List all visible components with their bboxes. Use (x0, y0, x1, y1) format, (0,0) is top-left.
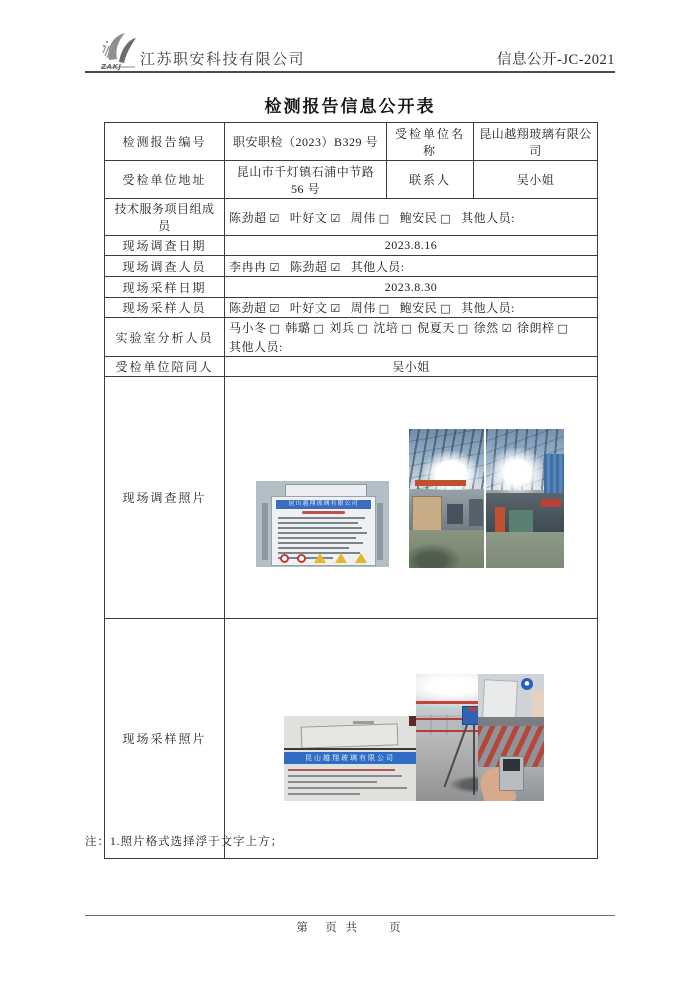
doc-code: 信息公开-JC-2021 (497, 52, 615, 68)
checkbox-unchecked-icon: □ (378, 302, 390, 315)
person-checkbox-item (229, 260, 280, 274)
blue-wall-panels (544, 454, 564, 496)
person-name: 陈劲超 (229, 301, 267, 315)
person-checkbox-item (351, 301, 390, 315)
person-checkbox-item (474, 321, 512, 335)
company-logo (95, 26, 141, 72)
company-banner: 昆山越翔玻璃有限公司 (284, 752, 416, 765)
lab-analysts-label: 实验室分析人员 (105, 318, 225, 357)
handheld-meter (499, 756, 524, 791)
person-checkbox-item (290, 211, 341, 225)
person-name: 周伟 (350, 210, 376, 225)
red-beam (541, 499, 561, 507)
prohibition-sign-icon (297, 554, 306, 563)
survey-photo-notice-board (256, 481, 389, 567)
checkbox-checked-icon: ☑ (501, 322, 512, 335)
factory-floor (486, 532, 564, 568)
unit-name-label: 受检单位名称 (387, 123, 474, 161)
person-name: 周伟 (350, 301, 376, 315)
table-row (105, 123, 598, 161)
checkbox-unchecked-icon: □ (557, 322, 569, 335)
checkbox-unchecked-icon: □ (457, 322, 469, 335)
prohibition-sign-icon (280, 554, 289, 563)
other-staff-label: 其他人员: (350, 259, 405, 274)
sampling-photos-cell (225, 619, 598, 859)
blue-mandatory-sign-icon (521, 678, 533, 690)
person-checkbox-item (285, 321, 324, 335)
disclosure-form-table (104, 122, 598, 859)
person-name: 倪夏天 (417, 321, 455, 335)
other-staff-label: 其他人员: (461, 301, 515, 315)
board-post (262, 503, 268, 560)
person-name: 鲍安民 (399, 210, 438, 225)
light-glare (423, 451, 479, 495)
footnote: 注：1.照片格式选择浮于文字上方； (85, 836, 284, 848)
report-no-label: 检测报告编号 (105, 123, 225, 161)
table-row (105, 377, 598, 619)
table-row (105, 277, 598, 298)
table-row (105, 619, 598, 859)
sampling-photo-company-sign (284, 716, 416, 801)
dark-corner-mark (409, 716, 416, 726)
person-name: 叶好文 (289, 301, 328, 315)
checkbox-unchecked-icon: □ (440, 302, 452, 315)
survey-date-label: 现场调查日期 (105, 236, 225, 256)
sampler-knob (469, 707, 477, 711)
person-name: 叶好文 (289, 210, 328, 225)
table-row (105, 357, 598, 377)
person-name: 陈劲超 (289, 259, 328, 274)
safety-signs-row (280, 553, 367, 563)
unit-address-label: 受检单位地址 (105, 161, 225, 199)
person-checkbox-item (229, 301, 280, 315)
checkbox-checked-icon: ☑ (330, 211, 341, 225)
table-row (105, 236, 598, 256)
checkbox-unchecked-icon: □ (401, 322, 413, 335)
checkbox-unchecked-icon: □ (440, 211, 452, 225)
contact-label: 联系人 (387, 161, 474, 199)
unit-name-value: 昆山越翔玻璃有限公司 (474, 123, 598, 161)
checkbox-checked-icon: ☑ (269, 302, 280, 315)
person-name: 刘兵 (329, 321, 355, 335)
table-row (105, 161, 598, 199)
table-row (105, 298, 598, 318)
person-checkbox-item (290, 301, 341, 315)
light-glare (490, 448, 545, 495)
survey-photos-label: 现场调查照片 (105, 377, 225, 619)
unit-address-value: 昆山市千灯镇石浦中节路 56 号 (225, 161, 387, 199)
machine-arm (532, 690, 544, 719)
person-name: 陈劲超 (229, 210, 267, 225)
machine (447, 504, 464, 523)
person-name: 徐朗梓 (517, 321, 555, 335)
person-checkbox-item (290, 260, 341, 274)
equipment-panel (482, 679, 518, 720)
escort-label: 受检单位陪同人 (105, 357, 225, 377)
checkbox-checked-icon: ☑ (330, 260, 341, 274)
report-no-value: 职安职检（2023）B329 号 (225, 123, 387, 161)
person-name: 韩璐 (285, 321, 311, 335)
project-team-members (225, 199, 598, 236)
person-name: 鲍安民 (399, 301, 438, 315)
header-rule (85, 71, 615, 73)
warning-triangle-icon (355, 553, 367, 563)
factory-floor (409, 530, 484, 568)
survey-staff-members (225, 256, 598, 277)
red-beam (416, 701, 483, 705)
table-row (105, 199, 598, 236)
notice-board-title: 昆山越翔玻璃有限公司 (276, 500, 372, 509)
person-name: 马小冬 (229, 321, 267, 335)
table-row (105, 256, 598, 277)
sampling-photo-equipment (478, 674, 544, 726)
glass-rack (509, 510, 532, 532)
survey-date-value: 2023.8.16 (225, 236, 598, 256)
notice-board-subtitle (302, 511, 346, 514)
logo-text: ZAKJ (101, 63, 122, 71)
page-title: 检测报告信息公开表 (264, 97, 436, 116)
survey-staff-label: 现场调查人员 (105, 256, 225, 277)
checkbox-checked-icon: ☑ (330, 302, 341, 315)
person-name: 沈培 (373, 321, 399, 335)
outlined-box (301, 723, 399, 748)
wooden-crate (412, 496, 442, 534)
survey-photos-cell (225, 377, 598, 619)
divider-line (284, 748, 416, 750)
warning-triangle-icon (314, 553, 326, 563)
footer-rule (85, 915, 615, 916)
person-checkbox-item (517, 321, 568, 335)
machine (469, 499, 483, 527)
sampling-photo-handheld-meter (478, 726, 544, 801)
sampling-photos-label: 现场采样照片 (105, 619, 225, 859)
survey-photo-workshop-left (409, 429, 484, 568)
sign-text-lines (288, 769, 412, 799)
sampling-date-label: 现场采样日期 (105, 277, 225, 298)
person-checkbox-item (329, 321, 368, 335)
person-checkbox-item (229, 211, 280, 225)
checkbox-unchecked-icon: □ (313, 322, 325, 335)
page-number-text: 第 页 共 页 (296, 922, 404, 934)
other-staff-label: 其他人员: (229, 340, 283, 354)
warning-triangle-icon (335, 553, 347, 563)
sampling-date-value: 2023.8.30 (225, 277, 598, 298)
sampling-staff-label: 现场采样人员 (105, 298, 225, 318)
notice-board (271, 496, 377, 567)
checkbox-unchecked-icon: □ (357, 322, 369, 335)
person-name: 徐然 (473, 321, 499, 335)
board-post (377, 503, 383, 560)
person-checkbox-item (400, 211, 451, 225)
escort-value: 吴小姐 (225, 357, 598, 377)
survey-photo-workshop-right (486, 429, 564, 568)
other-staff-label: 其他人员: (461, 210, 515, 225)
person-checkbox-item (229, 321, 280, 335)
person-checkbox-item (373, 321, 412, 335)
checkbox-unchecked-icon: □ (269, 322, 281, 335)
person-name: 李冉冉 (229, 259, 267, 274)
person-checkbox-item (417, 321, 468, 335)
person-checkbox-item (400, 301, 451, 315)
project-team-label: 技术服务项目组成员 (105, 199, 225, 236)
contact-value: 吴小姐 (474, 161, 598, 199)
checkbox-checked-icon: ☑ (269, 211, 280, 225)
table-row (105, 318, 598, 357)
shadow-band (478, 717, 544, 726)
sampling-staff-members (225, 298, 598, 318)
company-name: 江苏职安科技有限公司 (140, 52, 306, 68)
crane-beam (415, 480, 466, 486)
checkbox-unchecked-icon: □ (378, 211, 390, 225)
person-checkbox-item (351, 211, 390, 225)
lab-analysts-members (225, 318, 598, 357)
meter-screen (503, 759, 521, 771)
checkbox-checked-icon: ☑ (269, 260, 280, 274)
